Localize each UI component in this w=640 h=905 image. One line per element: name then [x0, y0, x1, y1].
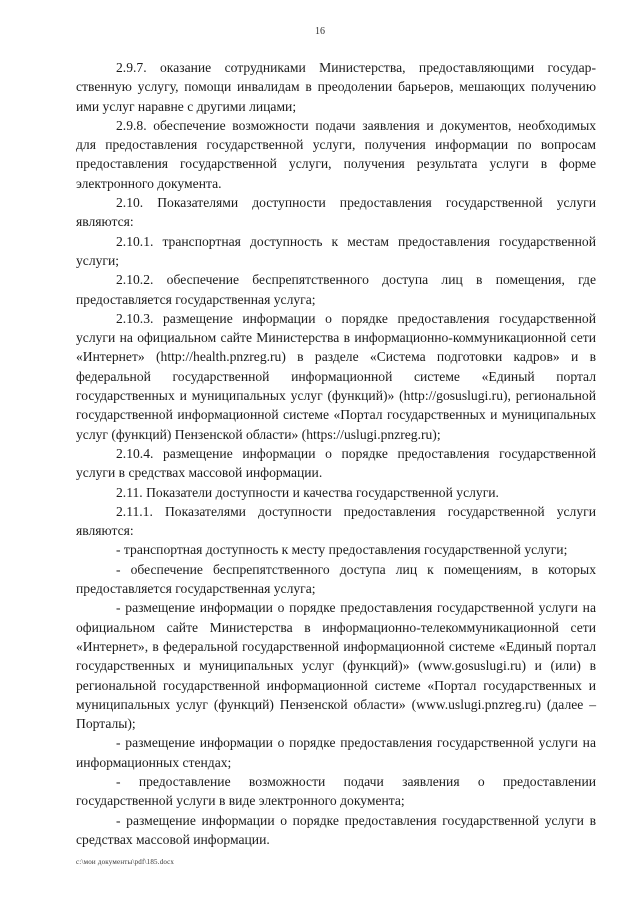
bullet-transport-access: - транспортная доступность к месту предоставления государственной услуги;: [116, 542, 568, 558]
paragraph-2-9-8: 2.9.8. обеспечение возможности подачи заявления и документов, необходимых для предоставления государственной услуги, получения информации по вопросам предоставления государственной услуги, получения результата услуги в форме электронного документа.: [76, 117, 596, 191]
page-number: 16: [315, 26, 325, 37]
paragraph-2-11: 2.11. Показатели доступности и качества государственной услуги.: [116, 484, 499, 500]
paragraph-2-10-4: 2.10.4. размещение информации о порядке предоставления государственной услуги в средствах массовой информации.: [76, 445, 596, 481]
paragraph-2-9-7: 2.9.7. оказание сотрудниками Министерства, предоставляющими государственную услугу, помощи инвалидам в преодолении барьеров, мешающих получению ими услуг наравне с другими лицами;: [76, 60, 596, 114]
footer-file-path: c:\мои документы\pdf\185.docx: [76, 858, 175, 866]
bullet-electronic-application: - предоставление возможности подачи заявления о предоставлении государственной услуги в виде электронного документа;: [76, 773, 596, 809]
paragraph-2-10-3: 2.10.3. размещение информации о порядке предоставления государственной услуги на официальном сайте Министерства в информационно-коммуникационной сети «Интернет» (http://health.pnzreg.ru) в разделе «Система подготовки кадров» и в федеральной государственной информационной системе «Единый портал государственных и муниципальных услуг (функций)» (http://gosuslugi.ru), региональной государственной информационной системе «Портал государственных и муниципальных услуг (функций) Пензенской области» (https://uslugi.pnzreg.ru);: [76, 310, 596, 442]
bullet-online-info: - размещение информации о порядке предоставления государственной услуги на официальном сайте Министерства в информационно-телекоммуникационной сети «Интернет», в федеральной государственной информационной системе «Единый портал государственных и муниципальных услуг (функций)» (www.gosuslugi.ru) и (или) в региональной государственной информационной системе «Портал государственных и муниципальных услуг (функций) Пензенской области» (www.uslugi.pnzreg.ru) (далее – Порталы);: [76, 600, 596, 732]
paragraph-2-10-2: 2.10.2. обеспечение беспрепятственного доступа лиц в помещения, где предоставляется государственная услуга;: [76, 272, 596, 307]
document-body: [76, 58, 596, 849]
bullet-premises-access: - обеспечение беспрепятственного доступа лиц к помещениям, в которых предоставляется государственная услуга;: [76, 561, 596, 597]
bullet-info-stands: - размещение информации о порядке предоставления государственной услуги на информационных стендах;: [76, 735, 596, 770]
bullet-mass-media: - размещение информации о порядке предоставления государственной услуги в средствах массовой информации.: [76, 812, 596, 847]
paragraph-2-10-1: 2.10.1. транспортная доступность к местам предоставления государственной услуги;: [76, 233, 596, 268]
paragraph-2-10: 2.10. Показателями доступности предоставления государственной услуги являются:: [76, 195, 596, 230]
paragraph-2-11-1: 2.11.1. Показателями доступности предоставления государственной услуги являются:: [76, 503, 596, 539]
